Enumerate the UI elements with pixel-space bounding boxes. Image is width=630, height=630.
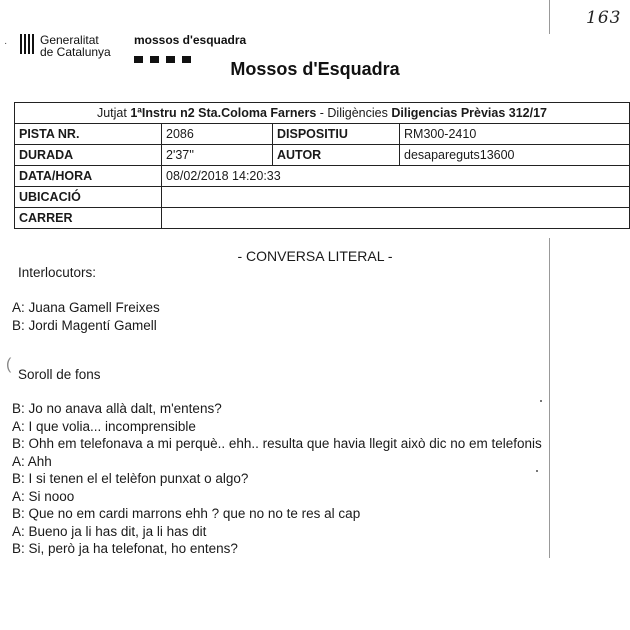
- dialogue-line: A: I que volia... incomprensible: [12, 418, 196, 434]
- dialogue-line: A: Si nooo: [12, 488, 75, 504]
- durada-label: DURADA: [15, 145, 162, 166]
- gencat-name: [40, 34, 111, 58]
- dialogue-line: A: Bueno ja li has dit, ja li has dit: [12, 523, 207, 539]
- dialogue: [12, 400, 542, 558]
- handwritten-page-number: 163: [586, 8, 622, 28]
- mossos-bars-icon: [134, 50, 246, 57]
- scan-bracket-mark: (: [6, 356, 12, 373]
- dispositiu-value: RM300-2410: [400, 124, 630, 145]
- table-row: [15, 187, 630, 208]
- dialogue-line: B: Jo no anava allà dalt, m'entens?: [12, 401, 222, 416]
- dispositiu-label: DISPOSITIU: [273, 124, 400, 145]
- diligencies-label: - Diligències: [319, 106, 388, 120]
- scan-edge-line: [549, 0, 550, 34]
- dialogue-line: B: I si tenen el el telèfon punxat o algo?: [12, 471, 249, 486]
- gencat-line-2: de Catalunya: [40, 45, 111, 59]
- case-header-row: [15, 103, 630, 124]
- dialogue-line: B: Ohh em telefonava a mi perquè.. ehh.. resulta que havia llegit això dic no em telefonis: [12, 436, 542, 451]
- document-title: Mossos d'Esquadra: [230, 59, 400, 79]
- mossos-logo: [134, 34, 246, 57]
- margin-mark: ·: [4, 38, 8, 49]
- table-row: [15, 208, 630, 229]
- carrer-value: [162, 208, 630, 229]
- gencat-line-1: Generalitat: [40, 33, 99, 47]
- autor-value: desapareguts13600: [400, 145, 630, 166]
- dialogue-line: B: Que no em cardi marrons ehh ? que no no te res al cap: [12, 506, 361, 521]
- dialogue-line: B: Si, però ja ha telefonat, ho entens?: [12, 541, 238, 556]
- pista-label: PISTA NR.: [15, 124, 162, 145]
- datahora-label: DATA/HORA: [15, 166, 162, 187]
- gencat-stripes-icon: [20, 34, 35, 56]
- pista-value: 2086: [162, 124, 273, 145]
- table-row: [15, 124, 630, 145]
- interlocutor-b: B: Jordi Magentí Gamell: [12, 317, 157, 333]
- table-row: [15, 145, 630, 166]
- letterhead: [20, 34, 620, 60]
- court-label: Jutjat: [96, 106, 127, 120]
- interlocutors-label: Interlocutors:: [18, 265, 97, 280]
- carrer-label: CARRER: [15, 208, 162, 229]
- ubicacio-value: [162, 187, 630, 208]
- dialogue-line: A: Ahh: [12, 453, 52, 469]
- case-info-table: [14, 102, 630, 229]
- diligencies-value: Diligencias Prèvias 312/17: [391, 106, 548, 120]
- interlocutor-a: A: Juana Gamell Freixes: [12, 300, 160, 315]
- court-name: 1ªInstru n2 Sta.Coloma Farners: [130, 106, 317, 120]
- interlocutors-list: [12, 299, 160, 334]
- autor-label: AUTOR: [273, 145, 400, 166]
- ubicacio-label: UBICACIÓ: [15, 187, 162, 208]
- durada-value: 2'37'': [162, 145, 273, 166]
- datahora-value: 08/02/2018 14:20:33: [162, 166, 630, 187]
- table-row: [15, 166, 630, 187]
- conversation-title: - CONVERSA LITERAL -: [237, 248, 393, 264]
- background-note: Soroll de fons: [18, 367, 101, 382]
- scan-edge-line: [549, 238, 550, 558]
- case-header-cell: [15, 103, 630, 124]
- mossos-logo-text: mossos d'esquadra: [134, 33, 247, 47]
